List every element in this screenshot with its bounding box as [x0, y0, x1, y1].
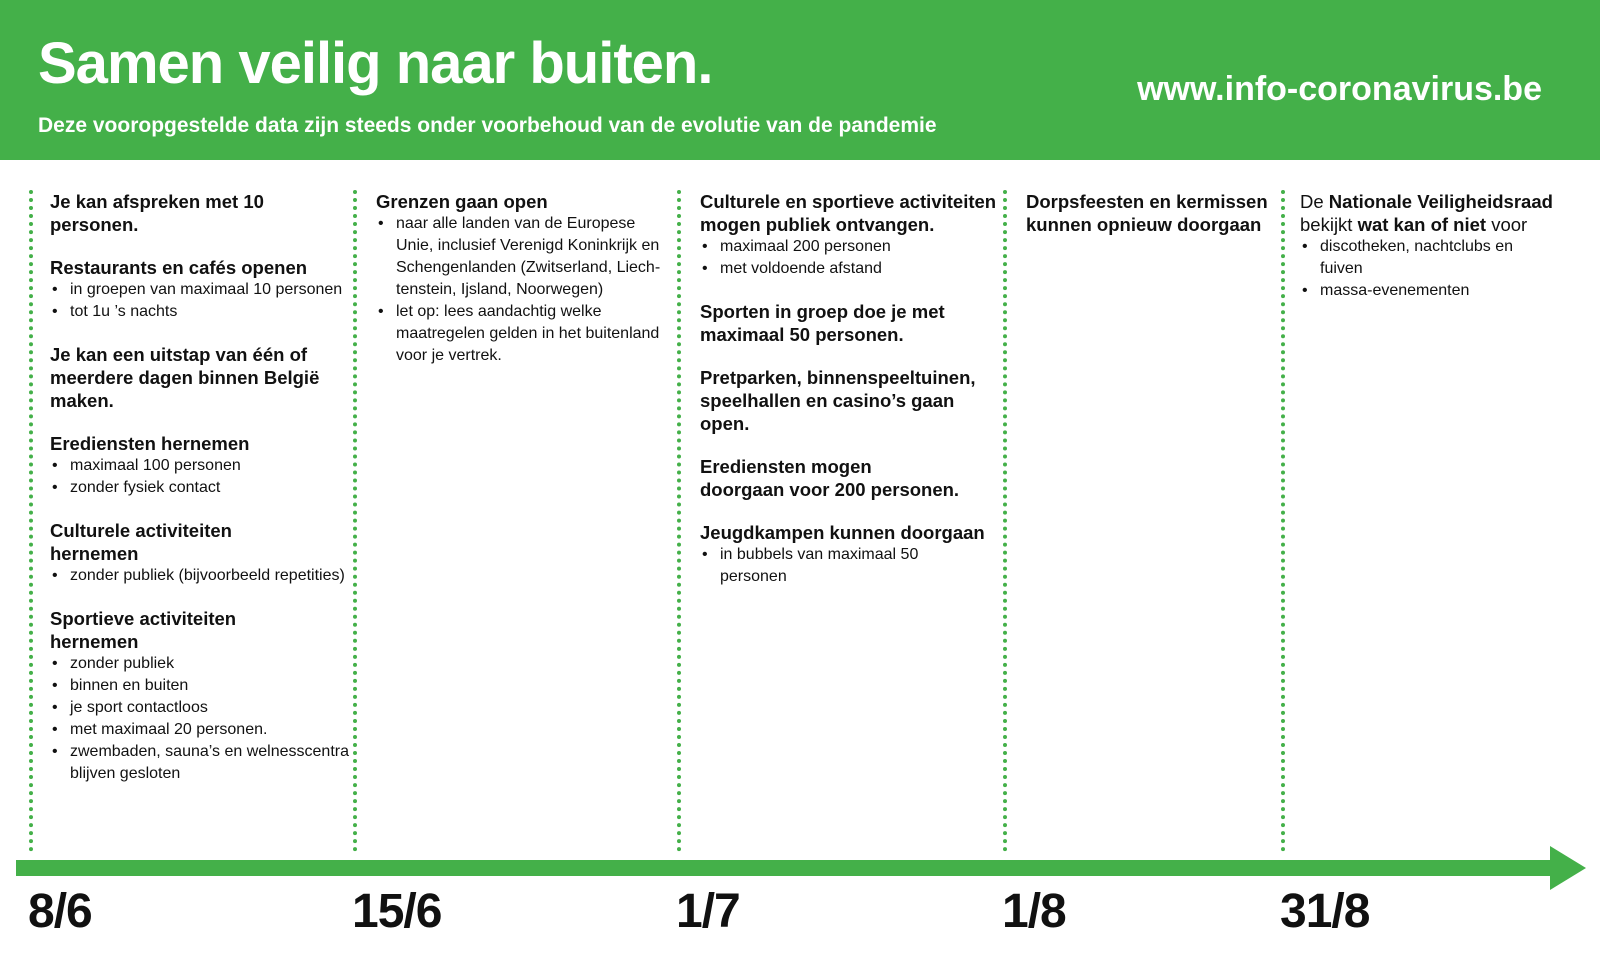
list-item: • met voldoende afstand	[700, 258, 1000, 280]
list-item: • binnen en buiten	[50, 675, 355, 697]
date-label: 1/8	[1002, 885, 1066, 938]
measure-heading: Je kan afspreken met 10 personen.	[50, 191, 264, 235]
measure-group	[50, 256, 355, 323]
column-15-6	[376, 190, 676, 387]
column-1-8	[1026, 190, 1271, 256]
measure-list	[376, 213, 676, 367]
timeline-divider	[1003, 190, 1007, 852]
measure-list	[50, 565, 355, 587]
timeline-divider	[677, 190, 681, 852]
list-item: • discotheken, nachtclubs en fuiven	[1300, 236, 1525, 280]
measure-list	[50, 455, 355, 499]
measure-group	[700, 521, 1000, 588]
measure-list	[50, 653, 355, 785]
list-item: • in bubbels van maximaal 50 personen	[700, 544, 940, 588]
list-item: • je sport contactloos	[50, 697, 355, 719]
column-31-8	[1300, 190, 1555, 322]
measure-heading: Culturele en sportieve activiteiten mogen publiek ontvangen.	[700, 191, 997, 235]
measure-heading: Jeugdkampen kunnen doorgaan	[700, 522, 985, 543]
intro-text: voor	[1486, 214, 1528, 235]
website-link[interactable]: www.info-coronavirus.be	[1137, 70, 1542, 108]
list-item: • zwembaden, sauna’s en welnesscentra blijven gesloten	[50, 741, 355, 785]
measure-group	[50, 432, 355, 499]
column-8-6	[50, 190, 355, 805]
header-banner	[0, 0, 1600, 160]
measure-group	[50, 519, 355, 587]
measure-heading: Grenzen gaan open	[376, 191, 548, 212]
measure-group	[50, 607, 355, 785]
measure-heading: Sporten in groep doe je met maximaal 50 personen.	[700, 301, 945, 345]
page-title: Samen veilig naar buiten.	[38, 31, 713, 96]
list-item: • in groepen van maximaal 10 personen	[50, 279, 355, 301]
list-item: • massa-evenementen	[1300, 280, 1525, 302]
measure-group	[700, 300, 1000, 346]
measure-heading: Erediensten hernemen	[50, 433, 250, 454]
list-item: • naar alle landen van de Europese Unie, inclusief Verenigd Koninkrijk en Schengenlanden (Zwitserland, Liech-tenstein, Ijsland, Noorwegen)	[376, 213, 676, 301]
measure-heading: Culturele activiteiten hernemen	[50, 520, 232, 564]
date-label: 31/8	[1280, 885, 1370, 938]
measure-group	[700, 366, 1000, 435]
timeline-arrow	[16, 860, 1552, 876]
list-item: • let op: lees aandachtig welke maatregelen gelden in het buitenland voor je vertrek.	[376, 301, 676, 367]
date-label: 1/7	[676, 885, 740, 938]
measure-group	[50, 343, 355, 412]
measure-heading: Je kan een uitstap van één of meerdere dagen binnen België maken.	[50, 344, 320, 411]
measure-group	[376, 190, 676, 367]
measure-group	[50, 190, 355, 236]
timeline-divider	[1281, 190, 1285, 852]
date-label: 15/6	[352, 885, 442, 938]
intro-text: De	[1300, 191, 1329, 212]
column-1-7	[700, 190, 1000, 608]
intro-bold: Nationale Veiligheidsraad	[1328, 191, 1553, 212]
measure-heading: Erediensten mogen doorgaan voor 200 personen.	[700, 456, 960, 500]
measure-list	[1300, 236, 1525, 302]
measure-group	[1300, 190, 1555, 302]
list-item: • maximaal 100 personen	[50, 455, 355, 477]
measure-list	[700, 544, 940, 588]
intro-text: bekijkt	[1300, 214, 1358, 235]
measure-group	[700, 455, 1000, 501]
list-item: • met maximaal 20 personen.	[50, 719, 355, 741]
date-label: 8/6	[28, 885, 92, 938]
measure-heading: Sportieve activiteiten hernemen	[50, 608, 237, 652]
measure-group	[700, 190, 1000, 280]
arrow-head-icon	[1550, 846, 1586, 890]
timeline-divider	[29, 190, 33, 852]
measure-heading: Pretparken, binnenspeeltuinen, speelhallen en casino’s gaan open.	[700, 367, 976, 434]
list-item: • zonder publiek (bijvoorbeeld repetities)	[50, 565, 355, 587]
list-item: • zonder publiek	[50, 653, 355, 675]
list-item: • maximaal 200 personen	[700, 236, 1000, 258]
page-subtitle: Deze vooropgestelde data zijn steeds onder voorbehoud van de evolutie van de pandemie	[38, 114, 937, 137]
list-item: • zonder fysiek contact	[50, 477, 355, 499]
measure-heading: Restaurants en cafés openen	[50, 257, 308, 278]
measure-heading: Dorpsfeesten en kermissen kunnen opnieuw doorgaan	[1026, 191, 1268, 235]
list-item: • tot 1u ’s nachts	[50, 301, 355, 323]
measure-group	[1026, 190, 1271, 236]
intro-bold: wat kan of niet	[1357, 214, 1487, 235]
measure-list	[700, 236, 1000, 280]
measure-list	[50, 279, 355, 323]
